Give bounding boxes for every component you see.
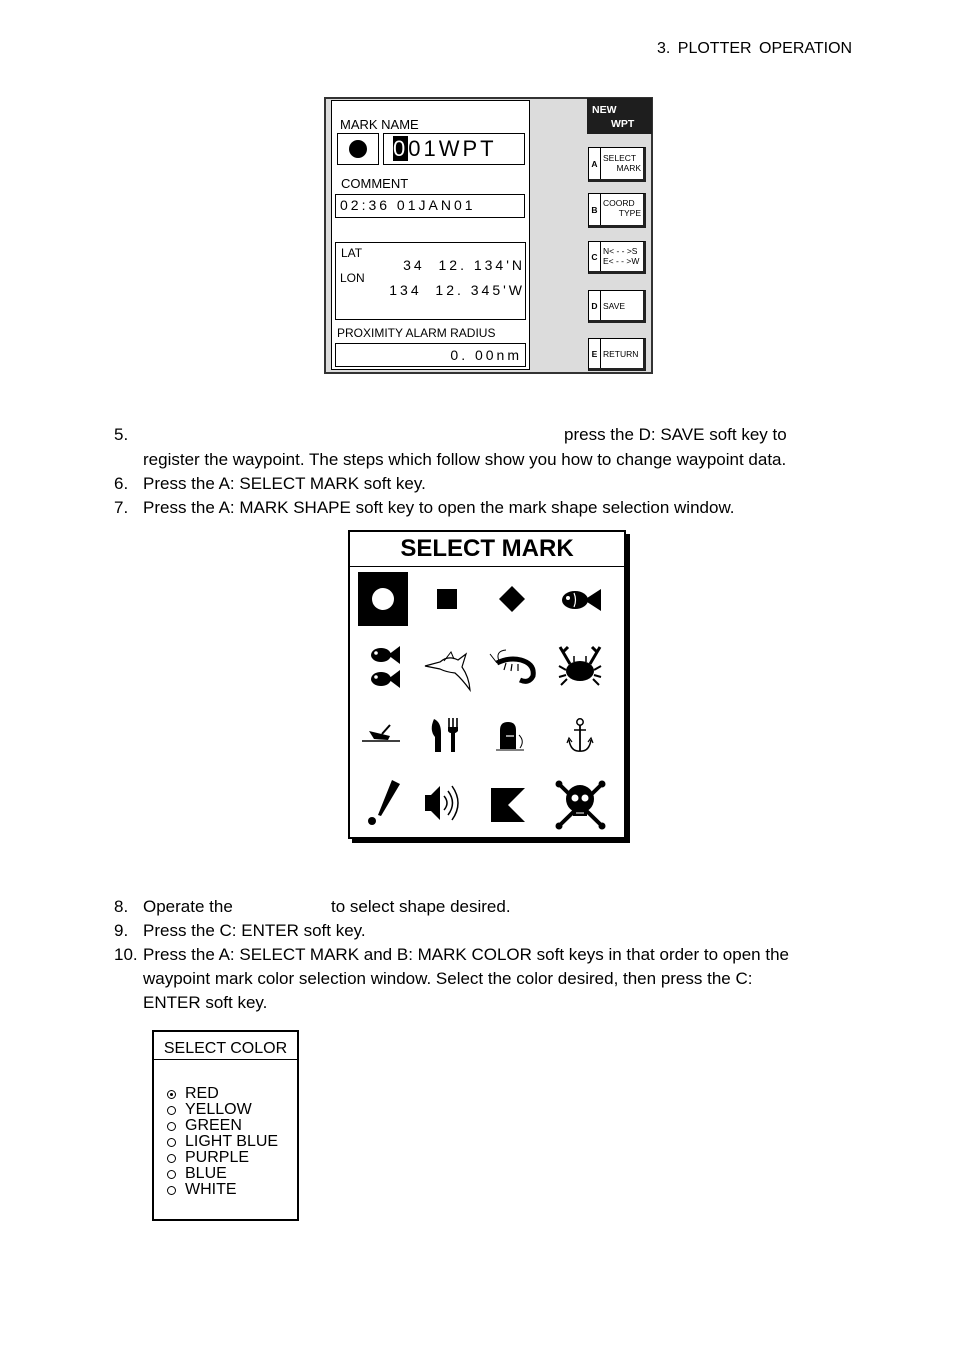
- radio-icon: [167, 1122, 176, 1131]
- mark-name-value: [393, 135, 497, 163]
- step-number: 7.: [114, 498, 129, 517]
- position-field[interactable]: [335, 242, 526, 320]
- step-text: Press the A: SELECT MARK and B: MARK COLOR soft keys in that order to open the: [143, 945, 789, 964]
- color-option-label: RED: [185, 1085, 219, 1102]
- color-option-white[interactable]: [167, 1181, 237, 1246]
- softkey-save[interactable]: [588, 290, 646, 323]
- step-text-cont: register the waypoint. The steps which follow show you how to change waypoint data.: [143, 450, 787, 469]
- step-text-after: to select shape desired.: [331, 897, 511, 916]
- radio-icon: [167, 1170, 176, 1179]
- square-icon[interactable]: [437, 589, 457, 609]
- step-number: 10.: [114, 945, 138, 964]
- step-text: Press the C: ENTER soft key.: [143, 921, 366, 940]
- softkey-letter: D: [589, 291, 601, 320]
- color-option-label: PURPLE: [185, 1149, 250, 1166]
- diamond-icon[interactable]: [499, 586, 525, 612]
- lon-value: 134 12. 345'W: [389, 282, 525, 298]
- menu-title-line2: WPT: [611, 118, 635, 130]
- softkey-letter: E: [589, 339, 601, 368]
- color-option-label: YELLOW: [185, 1101, 252, 1118]
- anchor-icon[interactable]: [567, 719, 593, 751]
- step-text-cont: ENTER soft key.: [143, 993, 268, 1012]
- shrimp-icon[interactable]: [490, 650, 533, 681]
- softkey-letter: B: [589, 194, 601, 225]
- softkey-label: SAVE: [603, 301, 626, 311]
- radio-icon: [167, 1154, 176, 1163]
- step-number: 5.: [114, 425, 129, 444]
- step-text: press the D: SAVE soft key to: [564, 425, 787, 444]
- lat-value: 34 12. 134'N: [403, 257, 525, 273]
- text-cursor: 0: [393, 136, 409, 161]
- mark-shape-grid: [348, 530, 626, 839]
- menu-title-line1: NEW: [592, 104, 617, 116]
- softkey-label: SELECT MARK: [603, 153, 641, 173]
- mark-name-field[interactable]: [383, 133, 525, 165]
- title-divider: [154, 1059, 297, 1060]
- section-header: 3. PLOTTER OPERATION: [657, 40, 853, 57]
- color-option-label: LIGHT BLUE: [185, 1133, 279, 1150]
- filled-circle-icon: [349, 140, 367, 158]
- lon-label: LON: [340, 271, 365, 285]
- comment-value: 02:36 01JAN01: [340, 197, 476, 213]
- softkey-label: RETURN: [603, 349, 639, 359]
- step-text-cont: waypoint mark color selection window. Select the color desired, then press the C:: [143, 969, 753, 988]
- speaker-icon[interactable]: [425, 786, 458, 820]
- sunken-ship-icon[interactable]: [362, 725, 400, 741]
- fish-icon[interactable]: [562, 589, 601, 611]
- softkey-letter: A: [589, 148, 601, 179]
- proximity-field[interactable]: [335, 343, 526, 367]
- comment-field[interactable]: [335, 194, 525, 218]
- step-text: Press the A: MARK SHAPE soft key to open the mark shape selection window.: [143, 498, 735, 517]
- circle-icon[interactable]: [358, 572, 408, 626]
- step-number: 6.: [114, 474, 129, 493]
- comment-label: COMMENT: [341, 176, 409, 191]
- softkey-return[interactable]: [588, 338, 646, 371]
- color-option-label: GREEN: [185, 1117, 242, 1134]
- skull-crossbones-icon[interactable]: [556, 781, 606, 830]
- two-fish-icon[interactable]: [371, 646, 400, 688]
- proximity-label: PROXIMITY ALARM RADIUS: [337, 326, 496, 340]
- marlin-icon[interactable]: [425, 652, 470, 690]
- mark-shape-field[interactable]: [337, 133, 379, 165]
- softkey-label: N< - - >S E< - - >W: [603, 246, 640, 266]
- softkey-label: COORD TYPE: [603, 198, 641, 218]
- mark-name-label: MARK NAME: [340, 117, 419, 132]
- menu-title: [587, 98, 652, 134]
- radio-icon: [167, 1138, 176, 1147]
- softkey-coord-type[interactable]: [588, 193, 646, 228]
- lat-label: LAT: [341, 246, 363, 260]
- step-text: Press the A: SELECT MARK soft key.: [143, 474, 426, 493]
- step-text: Operate the: [143, 897, 233, 916]
- softkey-direction[interactable]: [588, 241, 646, 274]
- softkey-select-mark[interactable]: [588, 147, 646, 182]
- tombstone-icon[interactable]: [496, 722, 524, 750]
- color-option-label: WHITE: [185, 1181, 237, 1198]
- select-color-window: [152, 1030, 299, 1221]
- radio-selected-icon: [167, 1090, 176, 1099]
- step-number: 8.: [114, 897, 129, 916]
- select-mark-title: SELECT MARK: [400, 535, 574, 562]
- radio-icon: [167, 1186, 176, 1195]
- restaurant-icon[interactable]: [432, 718, 458, 752]
- crab-icon[interactable]: [559, 647, 601, 685]
- softkey-letter: C: [589, 242, 601, 271]
- step-number: 9.: [114, 921, 129, 940]
- exclamation-icon[interactable]: [368, 780, 400, 825]
- select-color-title: SELECT COLOR: [163, 1040, 288, 1057]
- radio-icon: [167, 1106, 176, 1115]
- mark-name-text: 01WPT: [408, 136, 497, 161]
- flag-icon[interactable]: [491, 788, 525, 822]
- color-option-label: BLUE: [185, 1165, 227, 1182]
- proximity-value: 0. 00nm: [450, 347, 522, 363]
